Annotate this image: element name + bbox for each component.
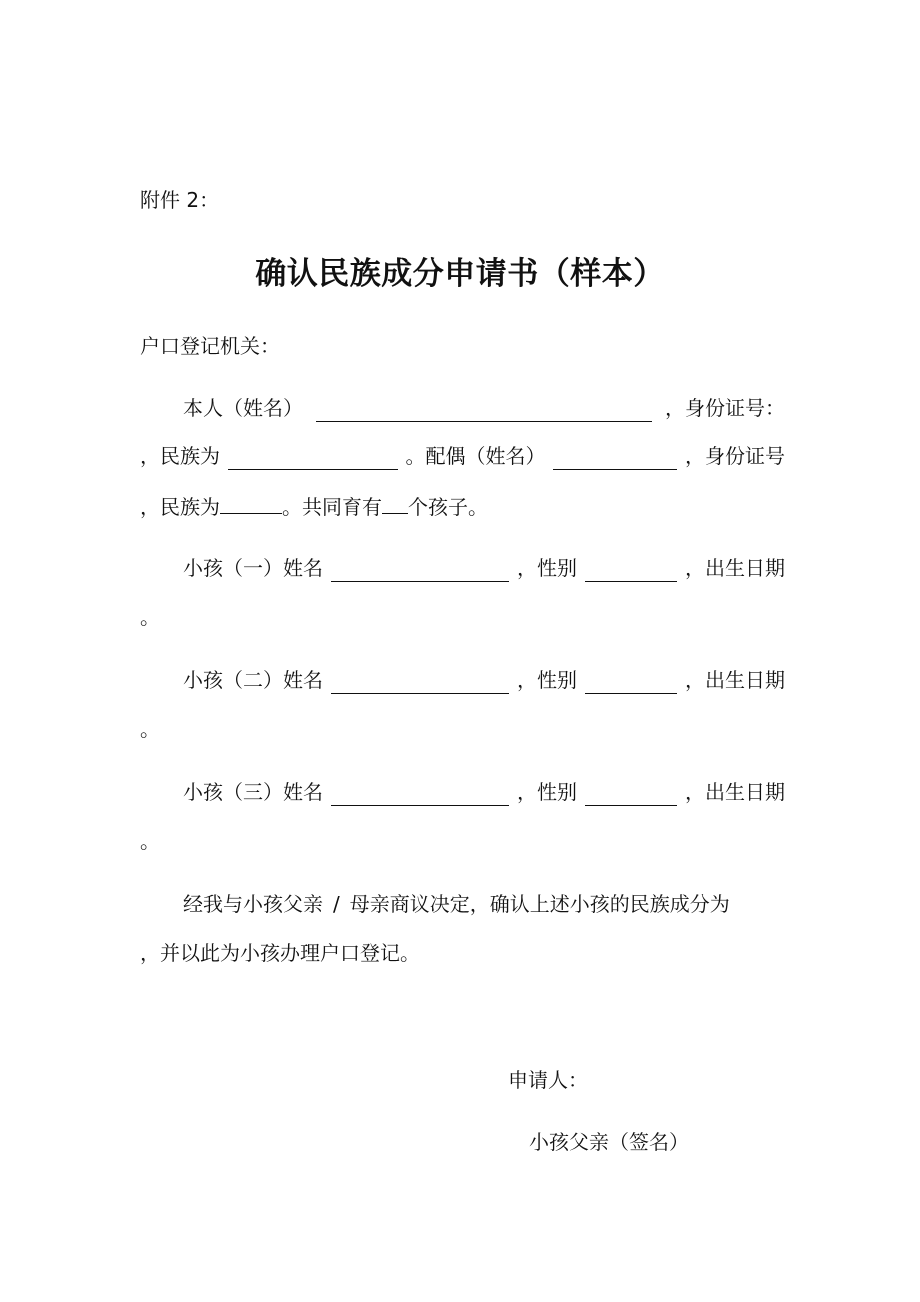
- spouse-ethnicity-label: ，民族为: [140, 495, 220, 519]
- spouse-ethnicity-blank[interactable]: [220, 491, 282, 514]
- self-name-label: 本人（姓名）: [183, 396, 303, 420]
- child-3-end: 。: [140, 829, 160, 853]
- spouse-name-label: 。配偶（姓名）: [405, 444, 546, 468]
- child-1-gender-blank[interactable]: [585, 559, 677, 582]
- child-1-line: [183, 554, 785, 582]
- spouse-name-blank[interactable]: [553, 447, 677, 470]
- child-2-birth-label: ，出生日期: [685, 668, 785, 692]
- attachment-label: 附件 2：: [140, 188, 220, 212]
- applicant-line-3: [140, 491, 785, 521]
- child-2-line: [183, 666, 785, 694]
- father-signature-label: 小孩父亲（签名）: [529, 1130, 689, 1154]
- child-2-name-blank[interactable]: [331, 671, 509, 694]
- agreement-line-2: ，并以此为小孩办理户口登记。: [140, 941, 420, 965]
- self-ethnicity-label: ，民族为: [140, 444, 220, 468]
- child-2-gender-label: ，性别: [517, 668, 577, 692]
- child-1-gender-label: ，性别: [517, 556, 577, 580]
- spouse-id-label: ，身份证号: [685, 444, 785, 468]
- child-3-birth-label: ，出生日期: [685, 780, 785, 804]
- children-text-b: 个孩子。: [408, 495, 488, 519]
- agreement-line-1: [183, 890, 785, 918]
- agreement-slash: /: [333, 892, 340, 916]
- self-ethnicity-blank[interactable]: [228, 447, 398, 470]
- child-1-birth-label: ，出生日期: [685, 556, 785, 580]
- child-1-name-blank[interactable]: [331, 559, 509, 582]
- applicant-line-2: [140, 442, 785, 470]
- self-id-label: ，身份证号：: [665, 396, 785, 420]
- applicant-line-1: [183, 394, 785, 422]
- child-3-gender-label: ，性别: [517, 780, 577, 804]
- child-2-end: 。: [140, 717, 160, 741]
- children-count-blank[interactable]: [382, 491, 408, 514]
- child-1-name-label: 小孩（一）姓名: [183, 556, 323, 580]
- child-2-gender-blank[interactable]: [585, 671, 677, 694]
- agreement-text-b: 母亲商议决定，确认上述小孩的民族成分为: [349, 892, 730, 916]
- child-2-name-label: 小孩（二）姓名: [183, 668, 323, 692]
- children-text-a: 。共同育有: [282, 495, 382, 519]
- child-1-end: 。: [140, 605, 160, 629]
- child-3-name-blank[interactable]: [331, 783, 509, 806]
- child-3-line: [183, 778, 785, 806]
- applicant-label: 申请人：: [508, 1068, 588, 1092]
- agreement-text-a: 经我与小孩父亲: [183, 892, 323, 916]
- child-3-name-label: 小孩（三）姓名: [183, 780, 323, 804]
- self-name-blank[interactable]: [316, 399, 652, 422]
- addressee: 户口登记机关：: [140, 334, 280, 358]
- document-title: 确认民族成分申请书（样本）: [255, 256, 665, 292]
- child-3-gender-blank[interactable]: [585, 783, 677, 806]
